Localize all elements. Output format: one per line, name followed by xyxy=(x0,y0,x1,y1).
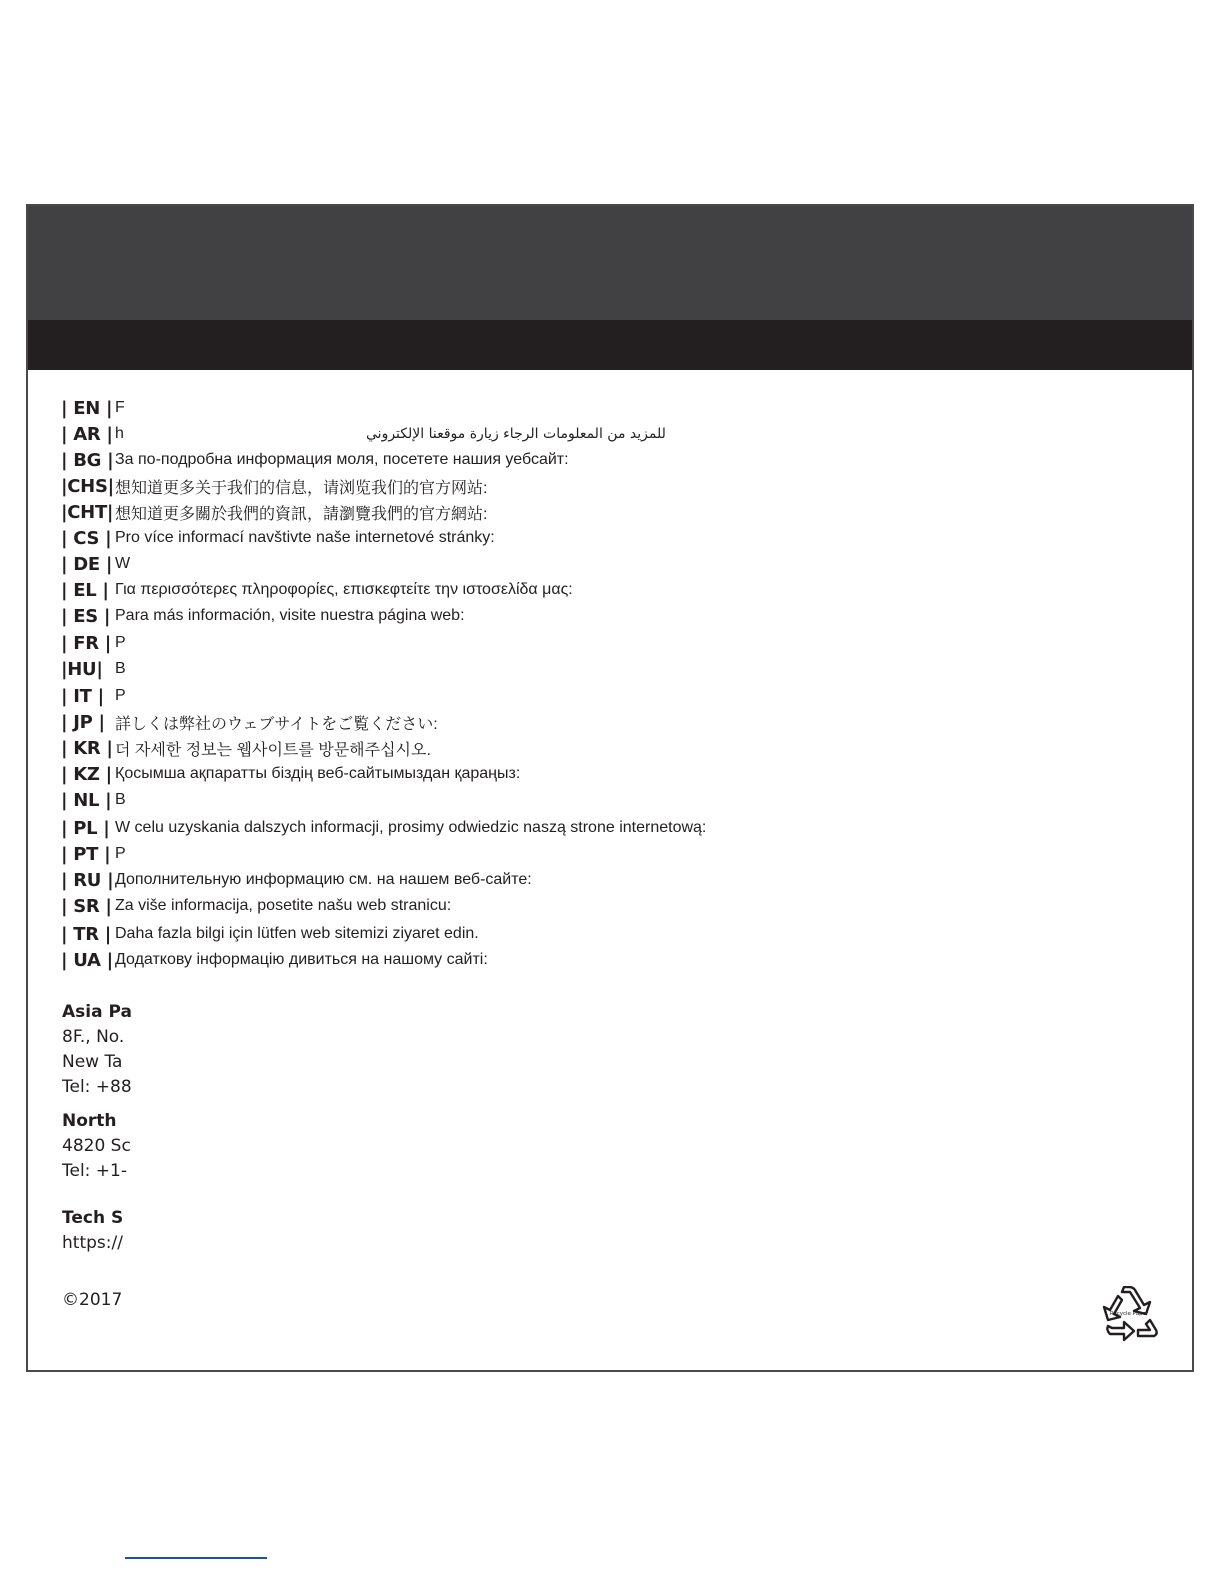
language-code: | KZ | xyxy=(61,763,112,785)
language-code: | AR | xyxy=(61,423,113,445)
recycle-icon xyxy=(1100,1286,1158,1342)
asia-heading: Asia Pa xyxy=(62,1002,132,1022)
language-code: |CHS| xyxy=(61,475,114,497)
language-text: Για περισσότερες πληροφορίες, επισκεφτείτε την ιστοσελίδα μας: xyxy=(115,581,573,598)
language-text: B xyxy=(115,660,126,677)
asia-address-line: 8F., No. xyxy=(62,1027,125,1047)
language-text: P xyxy=(115,634,126,651)
tech-support-heading: Tech S xyxy=(62,1208,124,1228)
language-code: | DE | xyxy=(61,553,113,575)
document-panel xyxy=(26,204,1194,1372)
language-row-tr xyxy=(61,922,479,946)
language-code: | EN | xyxy=(61,397,113,419)
tech-support-url[interactable]: https:// xyxy=(62,1233,123,1253)
language-code: | PL | xyxy=(61,817,110,839)
language-text: Pro více informací navštivte naše internetové stránky: xyxy=(115,529,495,546)
language-code: | NL | xyxy=(61,789,112,811)
language-code: | CS | xyxy=(61,527,112,549)
language-code: | TR | xyxy=(61,923,112,945)
language-row-bg xyxy=(61,448,569,472)
language-row-jp xyxy=(61,710,438,734)
language-row-es xyxy=(61,604,465,628)
language-text: 想知道更多关于我们的信息，请浏览我们的官方网站: xyxy=(115,479,488,497)
language-text: Қосымша ақпаратты біздің веб-сайтымыздан қараңыз: xyxy=(115,765,521,782)
language-row-pl xyxy=(61,816,706,840)
language-row-ar xyxy=(61,422,821,446)
language-text: P xyxy=(115,845,126,862)
language-row-kz xyxy=(61,762,520,786)
language-code: | IT | xyxy=(61,685,104,707)
language-code: | UA | xyxy=(61,949,113,971)
language-text: 詳しくは弊社のウェブサイトをご覧ください: xyxy=(115,715,438,733)
language-code: |CHT| xyxy=(61,501,114,523)
language-text: h xyxy=(115,425,124,442)
language-row-de xyxy=(61,552,130,576)
language-code: | FR | xyxy=(61,632,112,654)
north-america-phone: Tel: +1- xyxy=(62,1161,128,1181)
language-code: | PT | xyxy=(61,843,111,865)
language-code: | EL | xyxy=(61,579,109,601)
language-row-en xyxy=(61,396,125,420)
language-text: Дополнительную информацию см. на нашем веб-сайте: xyxy=(115,871,532,888)
language-row-cht xyxy=(61,500,487,524)
language-row-ru xyxy=(61,868,532,892)
language-text: Додаткову інформацію дивиться на нашому сайті: xyxy=(115,951,488,968)
language-text: W celu uzyskania dalszych informacji, prosimy odwiedzic naszą strone internetową: xyxy=(115,819,707,836)
language-text: F xyxy=(115,399,125,416)
language-text: B xyxy=(115,791,126,808)
header-dark-band xyxy=(28,320,1192,370)
footer-link-underline[interactable] xyxy=(125,1557,267,1559)
contact-block xyxy=(62,1000,132,1313)
header-band xyxy=(28,206,1192,320)
language-row-sr xyxy=(61,894,451,918)
language-text: Za više informacija, posetite našu web stranicu: xyxy=(115,897,452,914)
asia-address-line: New Ta xyxy=(62,1052,123,1072)
language-row-ua xyxy=(61,948,488,972)
language-row-chs xyxy=(61,474,487,498)
language-row-cs xyxy=(61,526,495,550)
language-text: P xyxy=(115,687,126,704)
language-text: Daha fazla bilgi için lütfen web sitemizi ziyaret edin. xyxy=(115,925,479,942)
language-code: | RU | xyxy=(61,869,114,891)
language-text: W xyxy=(115,555,131,572)
arabic-text: للمزيد من المعلومات الرجاء زيارة موقعنا الإلكتروني xyxy=(366,426,666,442)
copyright: ©2017 xyxy=(62,1290,123,1310)
language-code: | ES | xyxy=(61,605,111,627)
language-row-it xyxy=(61,684,126,708)
language-code: | BG | xyxy=(61,449,114,471)
north-america-address: 4820 Sc xyxy=(62,1136,131,1156)
language-code: | SR | xyxy=(61,895,112,917)
language-text: 想知道更多關於我們的資訊，請瀏覽我們的官方網站: xyxy=(115,505,488,523)
language-text: За по-подробна информация моля, посетете нашия уебсайт: xyxy=(115,451,569,468)
language-text: Para más información, visite nuestra página web: xyxy=(115,607,465,624)
language-text: 더 자세한 정보는 웹사이트를 방문해주십시오. xyxy=(115,741,431,759)
language-code: | JP | xyxy=(61,711,105,733)
language-code: |HU| xyxy=(61,658,103,680)
language-row-hu xyxy=(61,657,126,681)
language-row-el xyxy=(61,578,573,602)
language-row-pt xyxy=(61,842,126,866)
language-row-nl xyxy=(61,788,126,812)
language-row-fr xyxy=(61,631,126,655)
recycle-label: Recycle Paper xyxy=(1109,1311,1149,1317)
asia-phone: Tel: +88 xyxy=(62,1077,132,1097)
north-america-heading: North xyxy=(62,1111,117,1131)
language-row-kr xyxy=(61,736,431,760)
language-code: | KR | xyxy=(61,737,113,759)
